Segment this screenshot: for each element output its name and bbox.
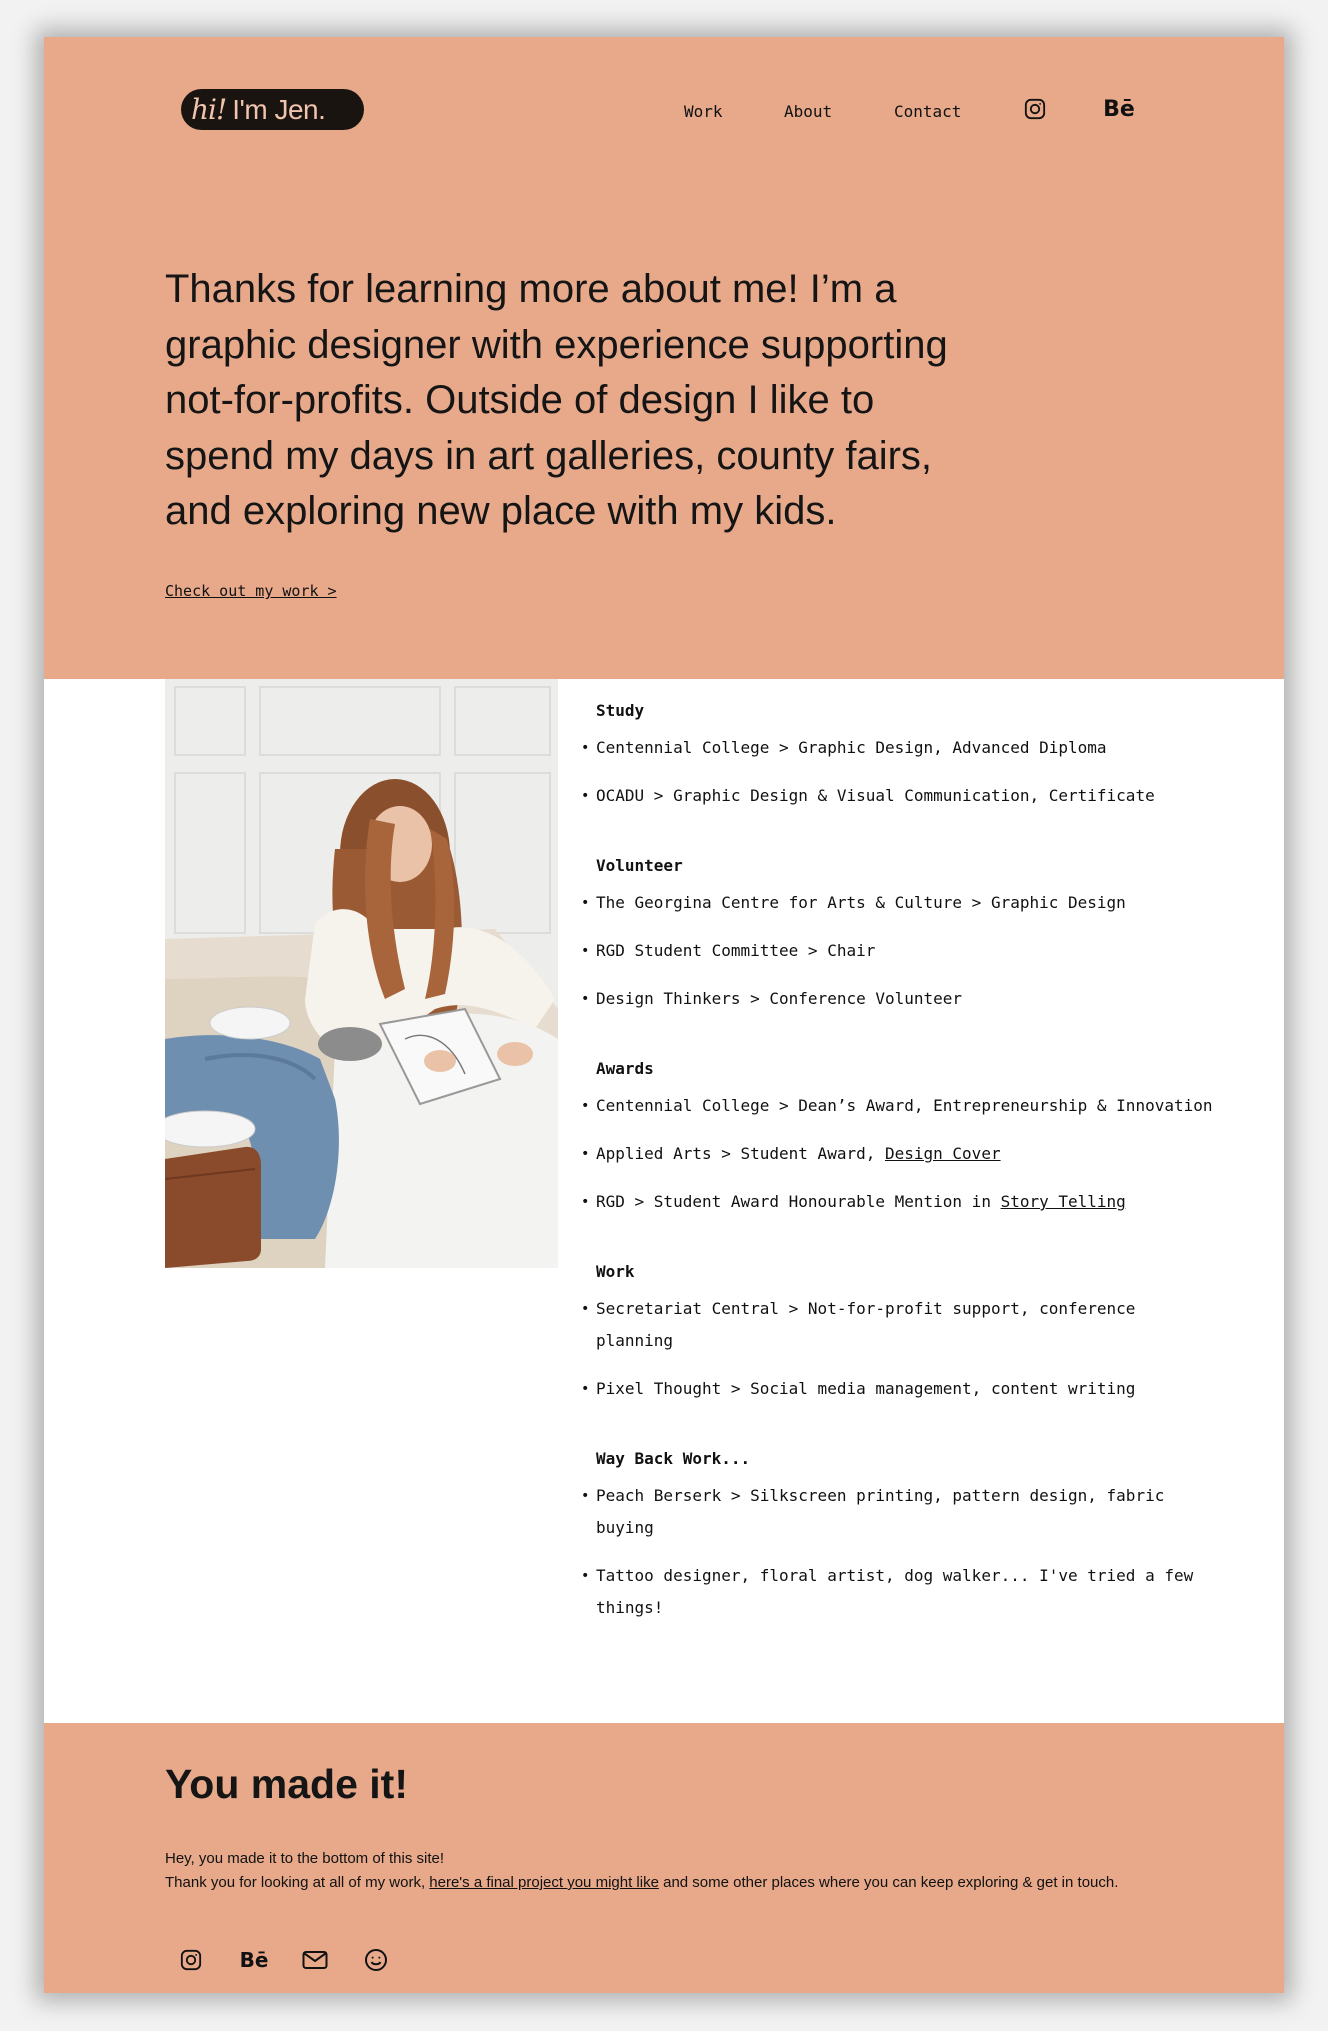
footer-title: You made it! bbox=[165, 1761, 408, 1807]
wayback-section bbox=[596, 1447, 1216, 1624]
section-title-volunteer: Volunteer bbox=[596, 856, 683, 875]
behance-icon[interactable]: Bē bbox=[239, 1948, 269, 1972]
list-item: • Peach Berserk > Silkscreen printing, pattern design, fabric buying bbox=[596, 1480, 1216, 1544]
list-item: • Centennial College > Dean’s Award, Entrepreneurship & Innovation bbox=[596, 1090, 1216, 1122]
section-title-wayback: Way Back Work... bbox=[596, 1449, 751, 1468]
list-item: • The Georgina Centre for Arts & Culture > Graphic Design bbox=[596, 887, 1216, 919]
page bbox=[44, 37, 1284, 1993]
hero-section bbox=[44, 37, 1284, 679]
resume-list bbox=[596, 699, 1216, 1666]
site-logo[interactable] bbox=[181, 89, 364, 130]
list-item: • Secretariat Central > Not-for-profit support, conference planning bbox=[596, 1293, 1216, 1357]
check-out-work-link[interactable]: Check out my work > bbox=[165, 582, 337, 600]
list-item: • OCADU > Graphic Design & Visual Communication, Certificate bbox=[596, 780, 1216, 812]
instagram-icon[interactable] bbox=[176, 1945, 206, 1975]
award-text: Applied Arts > Student Award, bbox=[596, 1144, 885, 1163]
list-item: • RGD Student Committee > Chair bbox=[596, 935, 1216, 967]
nav-about-link[interactable]: About bbox=[784, 102, 833, 121]
list-item: • Design Thinkers > Conference Volunteer bbox=[596, 983, 1216, 1015]
list-item bbox=[596, 1138, 1216, 1170]
instagram-icon[interactable] bbox=[1022, 96, 1048, 122]
mail-icon[interactable] bbox=[300, 1945, 330, 1975]
footer-line-2-suffix: and some other places where you can keep exploring & get in touch. bbox=[658, 1874, 1119, 1891]
footer-text bbox=[165, 1847, 1175, 1895]
footer-social-icons bbox=[176, 1945, 422, 1975]
awards-section bbox=[596, 1057, 1216, 1218]
list-item: • Centennial College > Graphic Design, Advanced Diploma bbox=[596, 732, 1216, 764]
list-item bbox=[596, 1186, 1216, 1218]
design-cover-link[interactable]: Design Cover bbox=[884, 1144, 1001, 1163]
smiley-icon[interactable] bbox=[361, 1945, 391, 1975]
list-item: • Pixel Thought > Social media management, content writing bbox=[596, 1373, 1216, 1405]
section-title-study: Study bbox=[596, 701, 645, 720]
volunteer-section bbox=[596, 854, 1216, 1015]
award-text: RGD > Student Award Honourable Mention in bbox=[596, 1192, 1001, 1211]
final-project-link[interactable]: here's a final project you might like bbox=[429, 1874, 659, 1891]
nav-work-link[interactable]: Work bbox=[684, 102, 723, 121]
study-section bbox=[596, 699, 1216, 812]
work-section bbox=[596, 1260, 1216, 1405]
list-item: • Tattoo designer, floral artist, dog walker... I've tried a few things! bbox=[596, 1560, 1216, 1624]
portrait-photo bbox=[165, 679, 558, 1268]
hero-intro-text: Thanks for learning more about me! I’m a graphic designer with experience supporting not-for-profits. Outside of design I like to spend my days in art galleries, county fairs, and exploring new place with my kids. bbox=[165, 267, 948, 533]
section-title-awards: Awards bbox=[596, 1059, 654, 1078]
nav-contact-link[interactable]: Contact bbox=[894, 102, 962, 121]
footer-section bbox=[44, 1723, 1284, 1993]
footer-line-2 bbox=[165, 1871, 1175, 1895]
logo-hi: hi! bbox=[191, 93, 227, 126]
footer-line-1: Hey, you made it to the bottom of this site! bbox=[165, 1850, 445, 1867]
section-title-work: Work bbox=[596, 1262, 635, 1281]
behance-icon[interactable]: Bē bbox=[1103, 96, 1135, 122]
logo-name: I'm Jen. bbox=[232, 93, 326, 125]
footer-line-2-prefix: Thank you for looking at all of my work, bbox=[165, 1874, 430, 1891]
story-telling-link[interactable]: Story Telling bbox=[1000, 1192, 1126, 1211]
